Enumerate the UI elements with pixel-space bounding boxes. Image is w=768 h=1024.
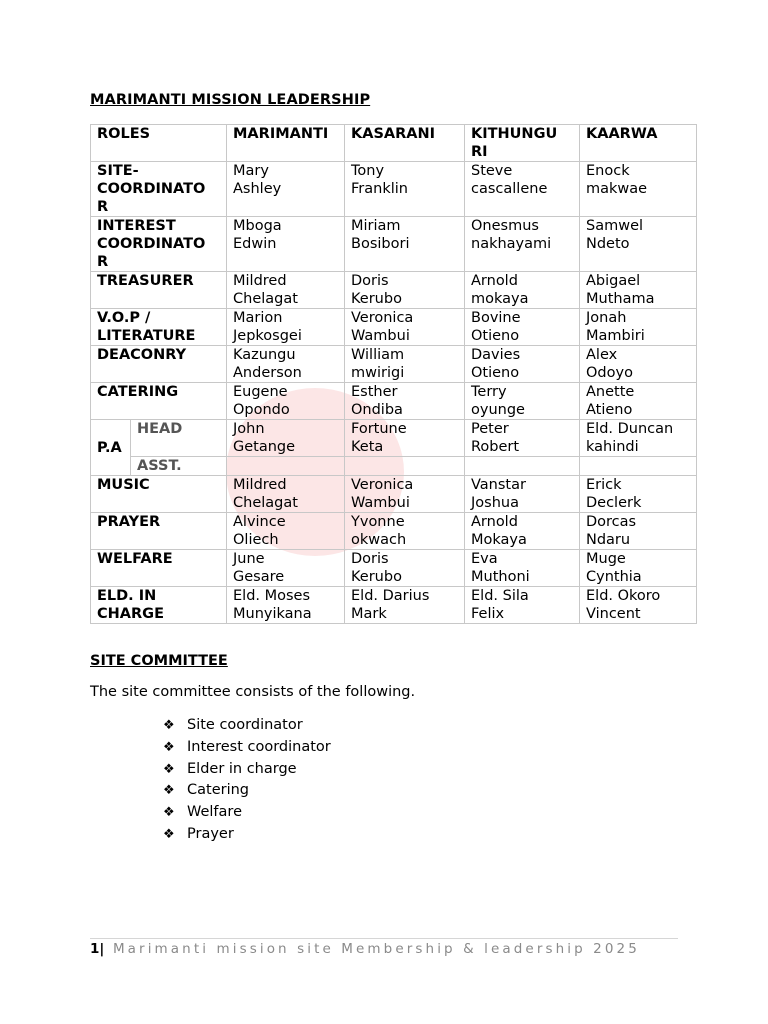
table-cell: Bovine Otieno	[465, 309, 580, 346]
site-committee-list	[163, 715, 331, 846]
table-cell: Fortune Keta	[345, 420, 465, 457]
list-item	[163, 759, 331, 781]
table-row	[91, 513, 697, 550]
table-cell: Tony Franklin	[345, 162, 465, 217]
table-row	[91, 217, 697, 272]
table-cell: Mboga Edwin	[227, 217, 345, 272]
page-footer	[90, 941, 640, 957]
leadership-table	[90, 124, 697, 624]
role-cell: SITE- COORDINATO R	[91, 162, 227, 217]
table-cell: Yvonne okwach	[345, 513, 465, 550]
table-cell: Eva Muthoni	[465, 550, 580, 587]
table-row	[91, 476, 697, 513]
table-row	[91, 550, 697, 587]
table-cell: John Getange	[227, 420, 345, 457]
list-item	[163, 802, 331, 824]
table-cell: Terry oyunge	[465, 383, 580, 420]
header-kasarani: KASARANI	[345, 125, 465, 162]
list-item-label: Welfare	[187, 804, 242, 821]
table-row	[91, 346, 697, 383]
list-item	[163, 780, 331, 802]
page-number: 1	[90, 941, 100, 957]
table-cell: Mary Ashley	[227, 162, 345, 217]
table-cell: Mildred Chelagat	[227, 272, 345, 309]
diamond-bullet-icon: ❖	[163, 783, 175, 799]
table-cell: Veronica Wambui	[345, 309, 465, 346]
table-cell	[227, 457, 345, 476]
table-cell: Abigael Muthama	[580, 272, 697, 309]
table-row	[91, 383, 697, 420]
table-cell: Arnold Mokaya	[465, 513, 580, 550]
role-cell: TREASURER	[91, 272, 227, 309]
table-cell: Dorcas Ndaru	[580, 513, 697, 550]
list-item-label: Prayer	[187, 825, 234, 842]
footer-divider	[90, 938, 678, 939]
site-committee-intro: The site committee consists of the following.	[90, 684, 416, 700]
footer-text: Marimanti mission site Membership & leadership 2025	[112, 941, 640, 957]
footer-separator: |	[99, 941, 105, 957]
table-cell: Kazungu Anderson	[227, 346, 345, 383]
table-cell: Mildred Chelagat	[227, 476, 345, 513]
table-cell: Erick Declerk	[580, 476, 697, 513]
header-kaarwa: KAARWA	[580, 125, 697, 162]
table-cell: Steve cascallene	[465, 162, 580, 217]
list-item	[163, 824, 331, 846]
table-cell: Arnold mokaya	[465, 272, 580, 309]
header-roles: ROLES	[91, 125, 227, 162]
table-row	[91, 587, 697, 624]
diamond-bullet-icon: ❖	[163, 826, 175, 842]
table-cell	[465, 457, 580, 476]
table-cell: Peter Robert	[465, 420, 580, 457]
table-cell: Doris Kerubo	[345, 550, 465, 587]
pa-asst-label: ASST.	[131, 457, 227, 476]
table-cell: Alex Odoyo	[580, 346, 697, 383]
table-cell: Anette Atieno	[580, 383, 697, 420]
pa-role-cell: P.A	[91, 420, 131, 476]
list-item-label: Interest coordinator	[187, 738, 331, 755]
list-item-label: Catering	[187, 782, 250, 799]
table-cell: Eld. Moses Munyikana	[227, 587, 345, 624]
role-cell: CATERING	[91, 383, 227, 420]
table-cell: Marion Jepkosgei	[227, 309, 345, 346]
table-cell: Eld. Darius Mark	[345, 587, 465, 624]
table-cell: Eld. Okoro Vincent	[580, 587, 697, 624]
list-item	[163, 737, 331, 759]
table-cell: Veronica Wambui	[345, 476, 465, 513]
diamond-bullet-icon: ❖	[163, 739, 175, 755]
role-cell: INTEREST COORDINATO R	[91, 217, 227, 272]
table-cell: Doris Kerubo	[345, 272, 465, 309]
table-row	[91, 272, 697, 309]
table-cell: Eld. Duncan kahindi	[580, 420, 697, 457]
table-cell	[580, 457, 697, 476]
site-committee-title: SITE COMMITTEE	[90, 653, 228, 669]
table-cell: Vanstar Joshua	[465, 476, 580, 513]
role-cell: MUSIC	[91, 476, 227, 513]
table-row-pa-head	[91, 420, 697, 457]
diamond-bullet-icon: ❖	[163, 718, 175, 733]
table-row	[91, 162, 697, 217]
table-cell: Davies Otieno	[465, 346, 580, 383]
role-cell: WELFARE	[91, 550, 227, 587]
role-cell: ELD. IN CHARGE	[91, 587, 227, 624]
table-cell: Alvince Oliech	[227, 513, 345, 550]
pa-head-label: HEAD	[131, 420, 227, 457]
diamond-bullet-icon: ❖	[163, 761, 175, 777]
table-cell: Eld. Sila Felix	[465, 587, 580, 624]
diamond-bullet-icon: ❖	[163, 805, 175, 821]
table-cell: Miriam Bosibori	[345, 217, 465, 272]
table-row-pa-asst	[91, 457, 697, 476]
table-cell: Muge Cynthia	[580, 550, 697, 587]
table-cell: Enock makwae	[580, 162, 697, 217]
table-row	[91, 309, 697, 346]
list-item-label: Elder in charge	[187, 760, 297, 777]
table-cell: Jonah Mambiri	[580, 309, 697, 346]
role-cell: V.O.P / LITERATURE	[91, 309, 227, 346]
role-cell: PRAYER	[91, 513, 227, 550]
header-marimanti: MARIMANTI	[227, 125, 345, 162]
table-cell: Samwel Ndeto	[580, 217, 697, 272]
table-cell: Eugene Opondo	[227, 383, 345, 420]
document-title: MARIMANTI MISSION LEADERSHIP	[90, 92, 371, 108]
table-cell	[345, 457, 465, 476]
table-cell: June Gesare	[227, 550, 345, 587]
list-item	[163, 715, 331, 737]
list-item-label: Site coordinator	[187, 717, 303, 733]
table-cell: Onesmus nakhayami	[465, 217, 580, 272]
header-kithunguri: KITHUNGU RI	[465, 125, 580, 162]
table-header-row	[91, 125, 697, 162]
table-cell: Esther Ondiba	[345, 383, 465, 420]
table-cell: William mwirigi	[345, 346, 465, 383]
role-cell: DEACONRY	[91, 346, 227, 383]
